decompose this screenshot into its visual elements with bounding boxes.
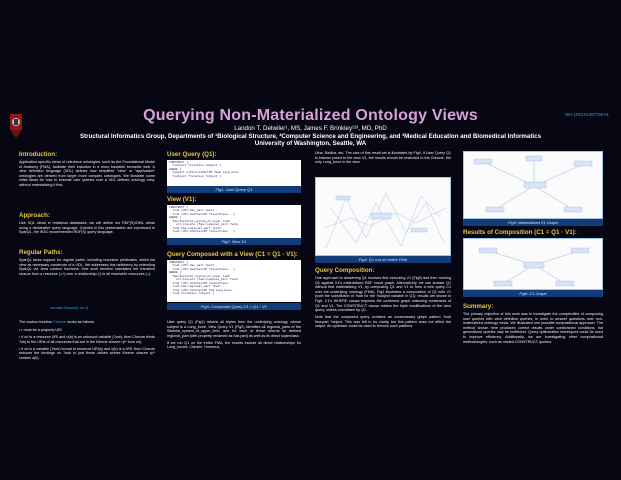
regular-text-1: SparQL lacks support for regular paths, including recursive predicates, which we view as necessary constructs of a VDL. We addressed this deficiency by extending SparQL via Jena custom functions. One such function calculates the transitive closure from a resource ( [19, 258, 155, 276]
code-line: ?sub rdfs:subClassOf ?superClass . } [169, 267, 235, 271]
code-line: ?sub rdfs:subClassOf fma:Long_bone . [169, 288, 235, 292]
affiliations: Structural Informatics Group, Departments of ¹Biological Structure, ²Computer Science and Engineering, and ³Medical Education and Biomedical Informatics [79, 132, 542, 140]
code-line: ?subject ?relation ?object } [169, 164, 222, 168]
regular-link-r[interactable]: r [98, 271, 100, 276]
code-line: ?object nifstd:isPartOf ?mid Long_bone . [169, 171, 242, 175]
approach-text: Like SQL views in relational databases, we will define our RDF(S)/OWL views using a declarative query language. Queries in this presentation are expressed in SparQL, the W3C recommended RDF(S) query language. [19, 221, 155, 235]
composition-paragraph: One approach to answering Q1 involves first executing V1 (Fig5) and then running Q1 against V1's materialized RDF result graph. Alternatively, we can answer Q1 without first materializing V1, by composing Q1 and V1 to form a new query C1 over the underlying ontology (FMA). Fig3 illustrates a composition of Q1 with V1 (note the substitution of ?sub for the ?subject variable in Q1); results are shown in Fig6. C1's WHERE clause imposes the combined graph matching constraints of Q1 and V1. The CONSTRUCT clause retains the triple modifications of the view query, unless overridden by Q1. [315, 276, 451, 313]
v1-code [169, 206, 299, 234]
approach-heading: Approach: [19, 212, 50, 219]
view-heading: View (V1): [167, 196, 197, 203]
c1-graph-image [464, 239, 603, 290]
fig6-caption: Fig6: C1 Graph [463, 290, 603, 297]
code-line: ?sub fma:regional_part ?part . [169, 285, 225, 289]
code-line: CONSTRUCT { [169, 206, 189, 209]
fig4-caption: Fig4: Q1 run on entire FMA [315, 256, 451, 263]
col3-top-text: Ulna, Radius, etc. The size of this result set is illustrated by Fig4. If User Query Q1 is instead posed to the view V1, the results should be restricted to the Clavicle, the only Long_bone in the view. [315, 151, 451, 165]
code-line: ?sub rdfs:subClassOf ?superClass . [169, 281, 232, 285]
fig5-caption: Fig5: Materialized V1 Graph [463, 219, 603, 226]
custom-fn-intro-end: works as follows. [65, 320, 95, 324]
regular-paths-heading: Regular Paths: [19, 249, 63, 256]
middle-paragraph: User query Q1 (Fig1) returns all triples from the underlying ontology, whose subject is a Long_bone. View Query V1 (Fig2) identifies all regional_parts of the Skeletal_system_of_upper_limb, and for each of these returns its defined regional_part (with property renamed as has part) as well as its direct superclass. [167, 320, 301, 338]
code-line: CONSTRUCT { [169, 161, 189, 164]
bullet-list [19, 328, 155, 363]
c1-code-box [167, 260, 301, 302]
bullet-item: • r must be a property URI [19, 328, 62, 332]
q1-code-box [167, 160, 301, 188]
composition-text [315, 276, 451, 332]
regular-link-url[interactable]: url [60, 271, 65, 276]
closure-function [50, 306, 150, 311]
grant-number: NIH 1R01HL087706-01 [565, 112, 609, 117]
fma-graph-image [316, 178, 451, 256]
results-heading: Results of Composition (C1 = Q1 ◦ V1): [463, 229, 577, 236]
regular-paths-text [19, 258, 155, 276]
fig3-caption: Fig3: Composed Query C1 = Q1 ◦ V1 [167, 303, 301, 310]
intro-heading: Introduction: [19, 151, 58, 158]
bullet-item: • if url is a variable (?sub) bound to resource URI(s) and o(b) is a URI, then Closure reduces the bindings on ?sub to just those values whose Kleene closure r(r* contain o(b). [19, 346, 155, 360]
q1-code [169, 161, 299, 178]
code-line: fma:Skeletal_system_of_upper_limb [169, 219, 230, 223]
regular-link-o[interactable]: o [146, 271, 149, 276]
poster-title: Querying Non-Materialized Ontology Views [143, 107, 478, 124]
code-line: url:Closure (fma:regional_part ?sub) . [169, 223, 242, 227]
code-line: ?sub rdfs:has_part ?part . [169, 264, 218, 268]
fig6-graph [463, 238, 603, 290]
composition-heading: Query Composition: [315, 267, 375, 274]
code-line: fma:Skeletal_system_of_upper_limb [169, 274, 230, 278]
code-line: CONSTRUCT { [169, 261, 189, 264]
closure-function-text: url:valid Closure(r url o) [50, 306, 89, 310]
regular-text-4: ): [148, 271, 152, 276]
fig1-caption: Fig1: User Query Q1 [167, 186, 301, 193]
middle-paragraph: If we run Q1 on the entire FMA, the results include all direct relationships for Long_bones: Clavicle, Humerus, [167, 340, 301, 350]
composition-paragraph: Note that the composed query contains an unnecessary graph pattern ?sub fma:part ?object. This was left in for clarity, but this pattern does not effect the output. An optimizer could be used to remove such patterns. [315, 315, 451, 329]
materialized-view-image [464, 152, 603, 219]
code-line: WHERE { [169, 271, 182, 275]
bullet-item: • if url is a resource URI and o(b) is an unbound variable (?var), then Closure binds ?obj to the URIs of all resources that are in the Kleene closure r(r* from url). [19, 335, 155, 344]
custom-function-text [19, 320, 155, 325]
c1-code [169, 261, 299, 296]
fig2-caption: Fig2: View V1 [167, 238, 301, 245]
authors: Landon T. Detwiler¹, MS, James F. Brinkley¹²³, MD, PhD [234, 125, 387, 132]
author-block [0, 125, 621, 148]
custom-fn-intro: The custom function [19, 320, 54, 324]
university: University of Washington, Seattle, WA [254, 140, 367, 148]
closure-link[interactable]: Closure [53, 320, 66, 324]
user-query-heading: User Query (Q1): [167, 151, 217, 158]
summary-text: The primary objective of this work was to investigate the complexities of composing user queries with view definition queries, in order to answer questions over non-materialized ontology views. We illustrated one possible compositional approach. The method shown here produces correct results under constrained conditions, but generalized queries may be inefficient. Query optimization techniques could be used to improve efficiency. Additionally, we are investigating other compositional methodologies, such as nested CONSTRUCT queries. [463, 312, 603, 344]
code-line: WHERE { [169, 216, 182, 220]
code-line: WHERE { [169, 167, 182, 171]
code-line: url:Closure (fma:regional_part ?sub) . [169, 278, 242, 282]
code-line: ?sub rdfs:subClassOf ?superClass . } [169, 212, 235, 216]
intro-text: Application-specific views of reference ontologies, such as the Foundational Model of Anatomy (FMA), facilitate their inclusion in a more tractable semantic web. A view definition language (VDL) defines how simplified "view" or "application" ontologies are derived from larger more complex ontologies. We illustrate some initial ideas for how to execute user queries over a VDL defined ontology view, without materializing it first. [19, 160, 155, 187]
summary-heading: Summary: [463, 303, 494, 310]
fig5-graph [463, 151, 603, 219]
code-line: ?subject ?relation ?object } [169, 174, 222, 178]
composed-query-heading: Query Composed with a View (C1 = Q1 ◦ V1): [167, 251, 298, 258]
middle-text [167, 320, 301, 353]
regular-text-2: ) over a relationship ( [64, 271, 99, 276]
code-line: ?sub fma:regional_part ?part . [169, 226, 225, 230]
code-line: ?sub ?relation ?object } [169, 292, 215, 296]
fig4-graph [315, 177, 451, 256]
code-line: ?sub rdfs:subClassOf ?superClass . } [169, 230, 235, 234]
regular-text-3: ) to all reachable resources ( [99, 271, 147, 276]
code-line: ?sub rdfs:has_part ?part . [169, 209, 218, 213]
v1-code-box [167, 205, 301, 240]
